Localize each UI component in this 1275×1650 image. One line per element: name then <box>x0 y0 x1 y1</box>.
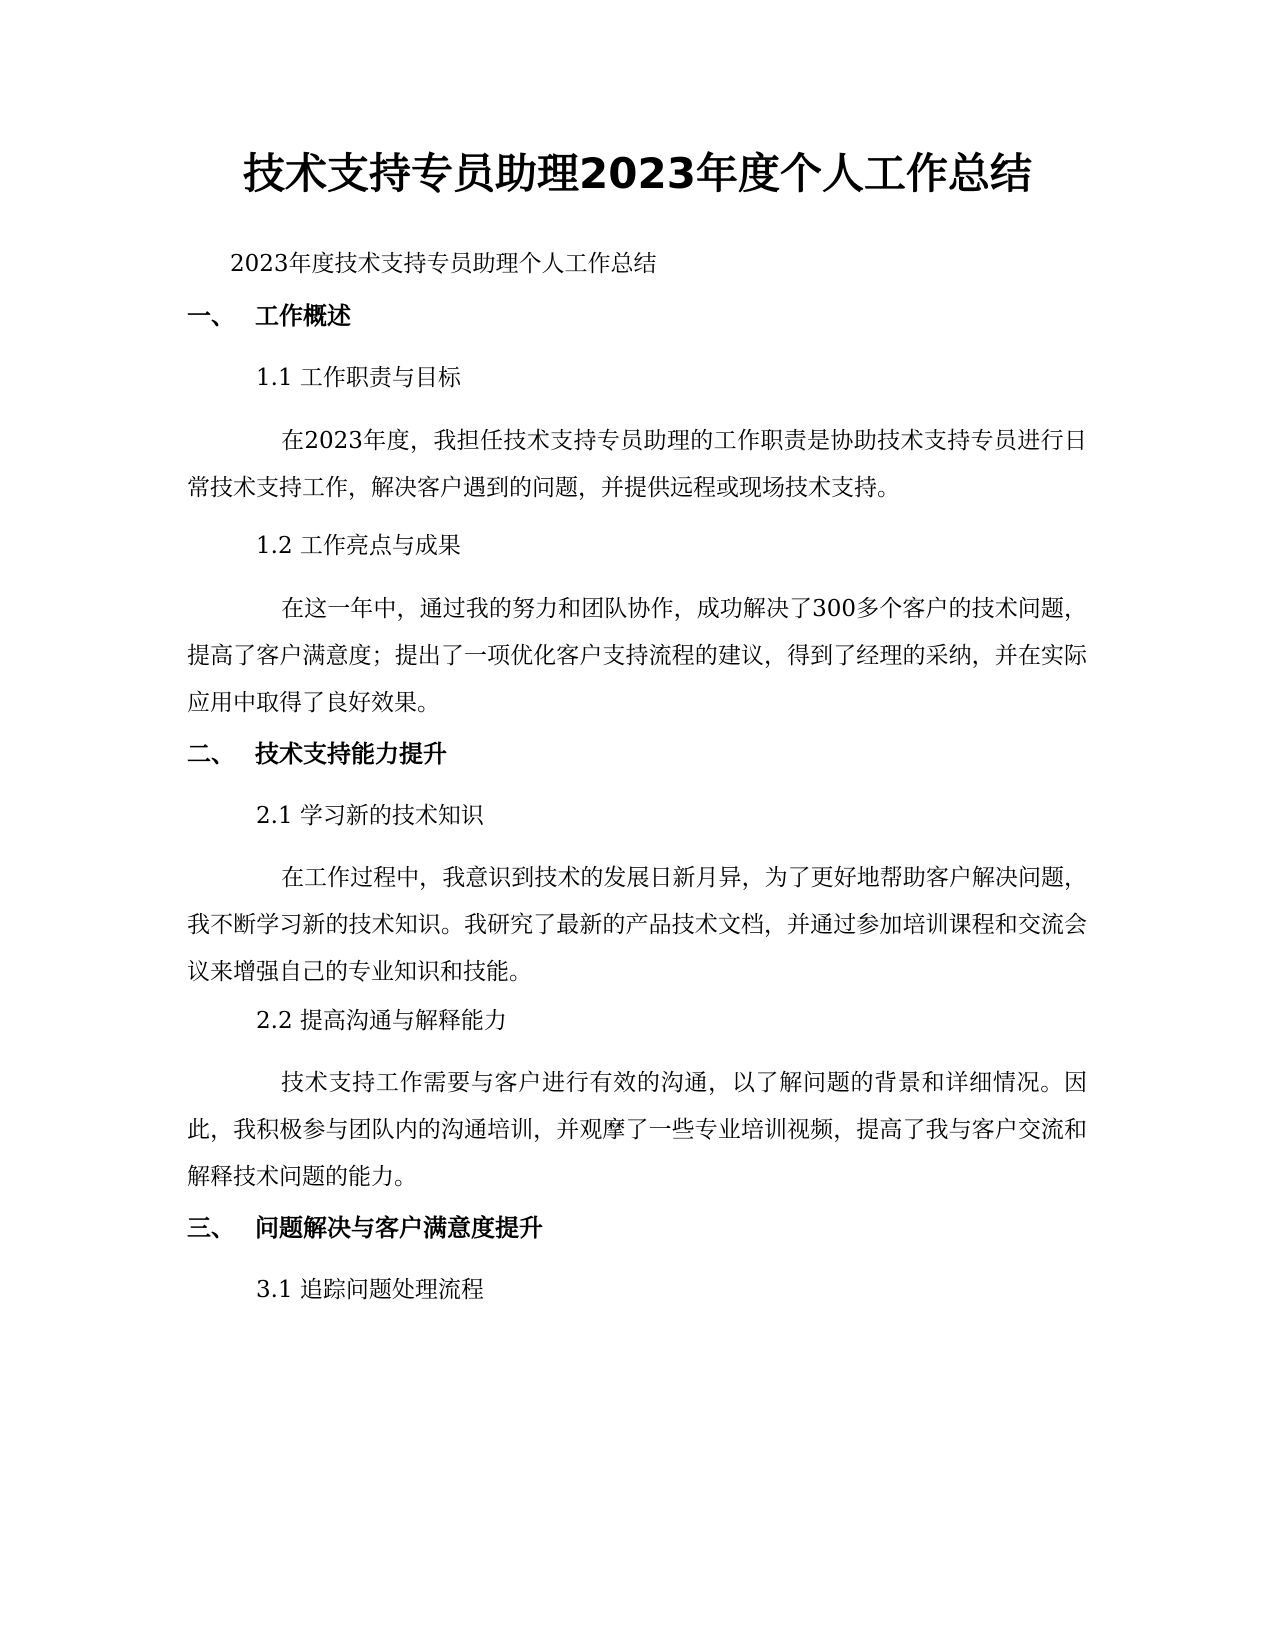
section-heading <box>187 1212 543 1244</box>
subsection-heading: 1.1 工作职责与目标 <box>256 365 461 391</box>
section-heading <box>187 738 447 770</box>
section-title: 技术支持能力提升 <box>255 740 447 768</box>
paragraph: 在这一年中，通过我的努力和团队协作，成功解决了300多个客户的技术问题，提高了客户满意度；提出了一项优化客户支持流程的建议，得到了经理的采纳，并在实际应用中取得了良好效果。 <box>187 596 1087 716</box>
paragraph: 技术支持工作需要与客户进行有效的沟通，以了解问题的背景和详细情况。因此，我积极参与团队内的沟通培训，并观摩了一些专业培训视频，提高了我与客户交流和解释技术问题的能力。 <box>187 1070 1087 1190</box>
section-number: 一、 <box>187 302 235 330</box>
subsection-heading: 2.1 学习新的技术知识 <box>256 803 484 829</box>
subsection-heading: 3.1 追踪问题处理流程 <box>256 1277 484 1303</box>
paragraph: 在工作过程中，我意识到技术的发展日新月异，为了更好地帮助客户解决问题，我不断学习新的技术知识。我研究了最新的产品技术文档，并通过参加培训课程和交流会议来增强自己的专业知识和技能。 <box>187 865 1087 985</box>
section-title: 工作概述 <box>255 302 351 330</box>
section-number: 二、 <box>187 740 235 768</box>
section-number: 三、 <box>187 1214 235 1242</box>
document-subtitle: 2023年度技术支持专员助理个人工作总结 <box>230 251 657 277</box>
document-title: 技术支持专员助理2023年度个人工作总结 <box>243 149 1032 198</box>
section-title: 问题解决与客户满意度提升 <box>255 1214 543 1242</box>
subsection-heading: 2.2 提高沟通与解释能力 <box>256 1008 507 1034</box>
subsection-heading: 1.2 工作亮点与成果 <box>256 533 461 559</box>
paragraph: 在2023年度，我担任技术支持专员助理的工作职责是协助技术支持专员进行日常技术支持工作，解决客户遇到的问题，并提供远程或现场技术支持。 <box>187 428 1087 501</box>
section-heading <box>187 300 351 332</box>
